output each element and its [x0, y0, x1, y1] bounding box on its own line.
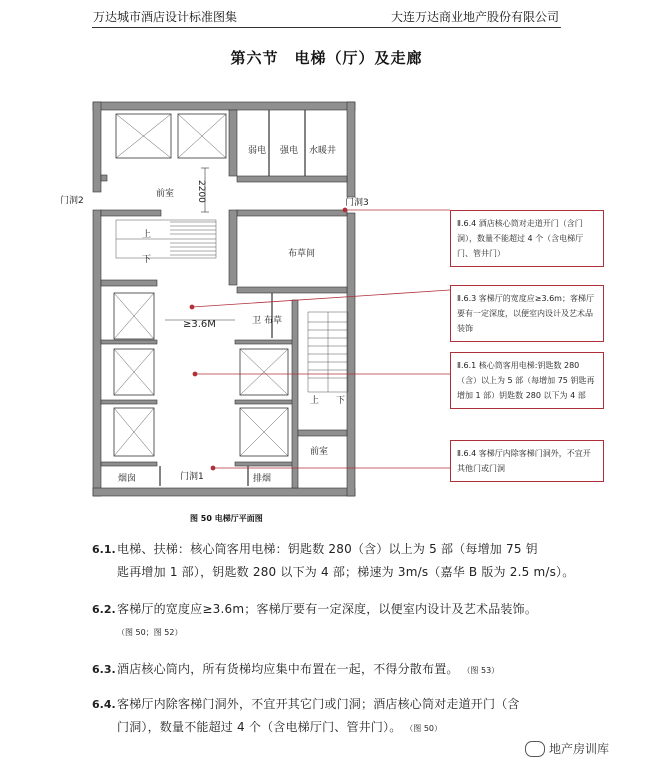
- para-text: 客梯厅的宽度应≥3.6m；客梯厅要有一定深度，以便室内设计及艺术品装饰。: [117, 602, 538, 616]
- para-number: 6.1.: [92, 543, 116, 556]
- label-dim-2200: 2200: [196, 180, 206, 203]
- watermark: [525, 740, 609, 757]
- label-stair-up-2: 上: [310, 396, 320, 406]
- watermark-text: 地产房训库: [548, 742, 609, 756]
- para-text: 客梯厅内除客梯门洞外，不宜开其它门或门洞；酒店核心筒对走道开门（含: [117, 697, 520, 711]
- label-wc: 卫: [252, 316, 262, 326]
- label-stair-down-1: 下: [142, 255, 152, 265]
- para-number: 6.4.: [92, 698, 116, 711]
- wechat-icon: [525, 741, 545, 757]
- figure-caption: 图 50 电梯厅平面图: [190, 514, 263, 523]
- paragraph-6-3: [92, 658, 499, 682]
- para-figure-ref: （图 53）: [462, 666, 500, 675]
- label-front-room-2: 前室: [310, 447, 329, 457]
- label-hvac-shaft: 水暖井: [309, 146, 337, 156]
- label-flue: 烟囱: [118, 474, 137, 484]
- label-strong-current: 强电: [280, 146, 299, 156]
- label-door-3: 门洞3: [345, 198, 369, 208]
- paragraph-6-2: [92, 598, 537, 644]
- label-door-2: 门洞2: [60, 196, 84, 206]
- para-figure-ref: （图 50）: [405, 724, 443, 733]
- note-core-openings: Ⅱ.6.4 酒店核心筒对走道开门（含门洞），数量不能超过 4 个（含电梯厅门、管井门）: [450, 210, 604, 267]
- label-stair-up-1: 上: [142, 230, 152, 240]
- para-figure-ref: （图 50；图 52）: [117, 628, 183, 637]
- para-text: 酒店核心筒内，所有货梯均应集中布置在一起，不得分散布置。: [117, 662, 459, 676]
- label-door-1: 门洞1: [180, 472, 204, 482]
- section-title: 第六节 电梯（厅）及走廊: [230, 49, 423, 67]
- label-weak-current: 弱电: [248, 146, 267, 156]
- label-hall-width: ≥3.6M: [183, 319, 216, 330]
- note-hall-width: Ⅱ.6.3 客梯厅的宽度应≥3.6m；客梯厅要有一定深度，以便室内设计及艺术品装饰: [450, 285, 604, 342]
- header-left: 万达城市酒店设计标准图集: [93, 10, 238, 24]
- label-front-room: 前室: [156, 189, 175, 199]
- label-linen-room: 布草间: [288, 249, 316, 259]
- para-text-cont: 匙再增加 1 部），钥匙数 280 以下为 4 部；梯速为 3m/s（嘉华 B 版为 2.5 m/s）。: [117, 565, 575, 579]
- para-number: 6.2.: [92, 603, 116, 616]
- label-linen-small: 布草: [264, 316, 283, 326]
- label-exhaust: 排烟: [253, 474, 272, 484]
- note-hall-doors: Ⅱ.6.4 客梯厅内除客梯门洞外，不宜开其他门或门洞: [450, 440, 604, 482]
- header-right: 大连万达商业地产股份有限公司: [390, 10, 559, 24]
- para-number: 6.3.: [92, 663, 116, 676]
- para-text: 电梯、扶梯：核心筒客用电梯：钥匙数 280（含）以上为 5 部（每增加 75 钥: [117, 542, 538, 556]
- para-text-cont: 门洞），数量不能超过 4 个（含电梯厅门、管井门）。: [117, 720, 402, 734]
- paragraph-6-4: [92, 693, 520, 740]
- label-stair-down-2: 下: [336, 396, 346, 406]
- note-elevator-count: Ⅱ.6.1 核心筒客用电梯:钥匙数 280（含）以上为 5 部（每增加 75 钥匙再增加 1 部）钥匙数 280 以下为 4 部: [450, 352, 604, 409]
- paragraph-6-1: [92, 538, 574, 584]
